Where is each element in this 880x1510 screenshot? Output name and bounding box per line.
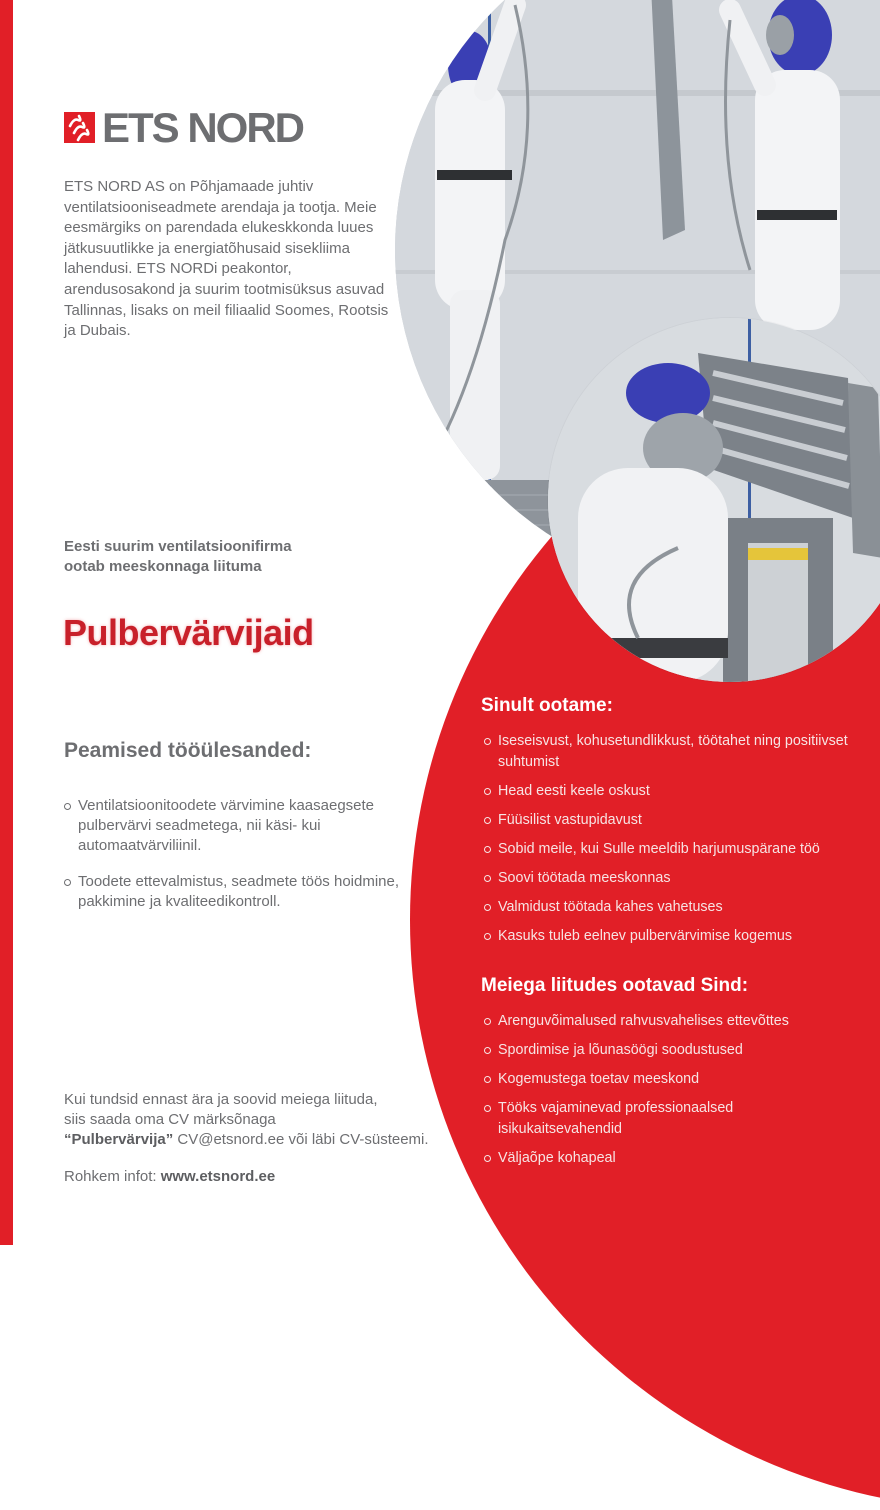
- requirement-text: Valmidust töötada kahes vahetuses: [498, 898, 723, 915]
- benefit-item: [484, 1011, 864, 1032]
- painter-with-louvre-photo: [548, 318, 880, 682]
- circle-bullet-icon: [484, 933, 491, 940]
- requirement-item: [484, 731, 864, 772]
- requirement-text: Iseseisvust, kohusetundlikkust, töötahet ning positiivset suhtumist: [498, 733, 848, 770]
- circle-bullet-icon: [484, 817, 491, 824]
- requirements-list: [484, 731, 864, 955]
- requirement-text: Head eesti keele oskust: [498, 782, 650, 799]
- benefit-item: [484, 1148, 864, 1169]
- brand-name: ETS NORD: [102, 104, 304, 151]
- requirement-text: Kasuks tuleb eelnev pulbervärvimise kogemus: [498, 927, 793, 944]
- more-info-label: Rohkem infot:: [64, 1168, 161, 1185]
- benefits-heading: Meiega liitudes ootavad Sind:: [481, 975, 749, 996]
- job-title: Pulbervärvijaid: [63, 612, 314, 653]
- benefit-text: Kogemustega toetav meeskond: [498, 1071, 700, 1087]
- circle-bullet-icon: [484, 1105, 491, 1112]
- wave-lines-logo-icon: [64, 112, 95, 143]
- circle-bullet-icon: [484, 1047, 491, 1054]
- tagline: [64, 537, 384, 577]
- requirements-heading: Sinult ootame:: [481, 695, 613, 716]
- left-accent-stripe: [0, 0, 13, 1245]
- benefit-text: Tööks vajaminevad professionaalsed isikukaitsevahendid: [498, 1100, 734, 1137]
- apply-line-1: Kui tundsid ennast ära ja soovid meiega liituda,: [64, 1091, 378, 1108]
- apply-email-text[interactable]: CV@etsnord.ee või läbi CV-süsteemi.: [173, 1131, 429, 1148]
- tagline-line-2: ootab meeskonnaga liituma: [64, 558, 262, 575]
- benefit-text: Arenguvõimalused rahvusvahelises ettevõttes: [498, 1013, 789, 1029]
- circle-bullet-icon: [484, 788, 491, 795]
- cv-keyword: “Pulbervärvija”: [64, 1131, 174, 1148]
- circle-bullet-icon: [64, 803, 71, 810]
- requirement-item: [484, 897, 864, 918]
- tasks-heading: Peamised tööülesanded:: [64, 739, 312, 762]
- requirement-item: [484, 839, 864, 860]
- benefit-text: Väljaõpe kohapeal: [498, 1149, 616, 1166]
- benefit-item: [484, 1069, 864, 1090]
- requirement-item: [484, 781, 864, 802]
- circle-bullet-icon: [484, 904, 491, 911]
- circle-bullet-icon: [484, 1018, 491, 1025]
- ets-nord-logo: [64, 104, 304, 151]
- website-link[interactable]: www.etsnord.ee: [160, 1168, 276, 1185]
- tasks-list: [64, 796, 404, 928]
- task-text: Toodete ettevalmistus, seadmete töös hoidmine, pakkimine ja kvaliteedikontroll.: [78, 873, 400, 910]
- circle-bullet-icon: [484, 1076, 491, 1083]
- circle-bullet-icon: [64, 879, 71, 886]
- requirement-item: [484, 810, 864, 831]
- circle-bullet-icon: [484, 846, 491, 853]
- requirement-item: [484, 868, 864, 889]
- photo-illustration-icon: [548, 318, 880, 682]
- apply-instructions: [64, 1090, 444, 1150]
- circle-bullet-icon: [484, 875, 491, 882]
- task-item: [64, 796, 404, 856]
- requirement-text: Füüsilist vastupidavust: [498, 811, 642, 828]
- task-item: [64, 872, 404, 912]
- company-intro: ETS NORD AS on Põhjamaade juhtiv ventilatsiooniseadmete arendaja ja tootja. Meie eesmärgiks on parendada elukeskkonda luues jätkusuutlikke ja energiatõhusaid sisekliima lahendusi. ETS NORDi peakontor, arendusosakond ja suurim tootmisüksus asuvad Tallinnas, lisaks on meil filiaalid Soomes, Rootsis ja Dubais.: [64, 178, 389, 340]
- tagline-line-1: Eesti suurim ventilatsioonifirma: [64, 538, 292, 555]
- more-info: [64, 1167, 275, 1187]
- circle-bullet-icon: [484, 738, 491, 745]
- circle-bullet-icon: [484, 1155, 491, 1162]
- task-text: Ventilatsioonitoodete värvimine kaasaegsete pulbervärvi seadmetega, nii käsi- kui automaatvärviliinil.: [78, 797, 375, 854]
- requirement-text: Sobid meile, kui Sulle meeldib harjumuspärane töö: [498, 840, 820, 857]
- benefit-item: [484, 1040, 864, 1061]
- requirement-text: Soovi töötada meeskonnas: [498, 869, 671, 886]
- apply-line-2: siis saada oma CV märksõnaga: [64, 1111, 276, 1128]
- benefits-list: [484, 1011, 864, 1177]
- benefit-item: [484, 1098, 778, 1139]
- benefit-text: Spordimise ja lõunasöögi soodustused: [498, 1042, 743, 1058]
- requirement-item: [484, 926, 864, 947]
